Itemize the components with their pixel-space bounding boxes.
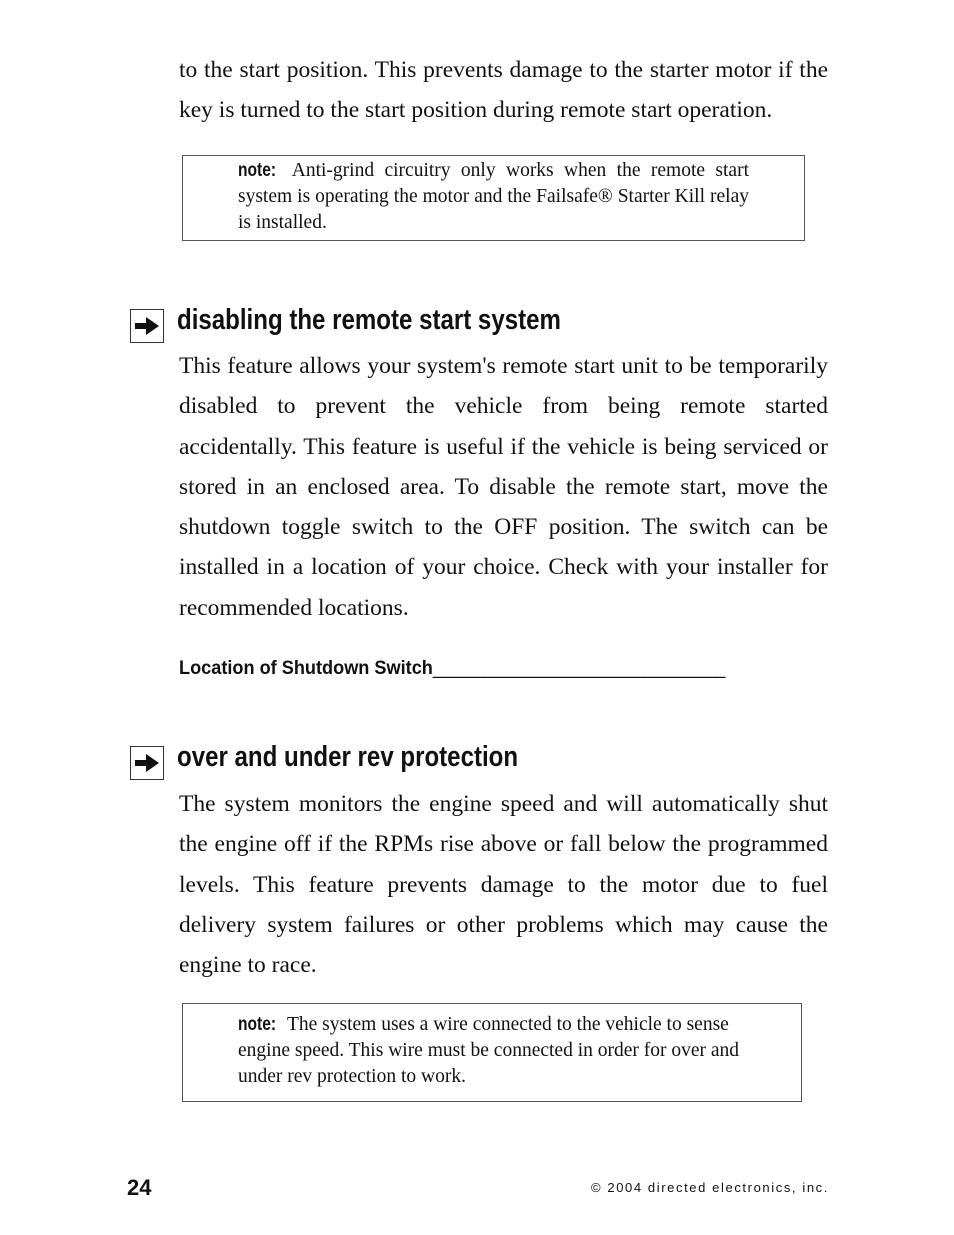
section-marker: [130, 746, 164, 780]
page-number: 24: [127, 1175, 152, 1200]
section-marker: [130, 309, 164, 343]
note-text: The system uses a wire connected to the vehicle to sense engine speed. This wire must be connected in order for over and under rev protection to work.: [238, 1014, 740, 1087]
note-text: Anti-grind circuitry only works when the remote start system is operating the motor and the Failsafe® Starter Kill relay is installed.: [238, 160, 749, 233]
note-label: note:: [238, 1014, 277, 1035]
right-arrow-icon: [134, 316, 160, 336]
section-body: This feature allows your system's remote start unit to be temporarily disabled to prevent the vehicle from being remote started accidentally. This feature is useful if the vehicle is being serviced or stored in an enclosed area. To disable the remote start, move the shutdown toggle switch to the OFF position. The switch can be installed in a location of your choice. Check with your installer for recommended locations.: [179, 353, 828, 621]
field-blank-line: _____________________________: [432, 657, 726, 679]
note-content: [238, 158, 749, 236]
section-body: The system monitors the engine speed and will automatically shut the engine off if the RPMs rise above or fall below the programmed levels. This feature prevents damage to the motor due to fuel delivery system failures or other problems which may cause the engine to race.: [179, 791, 828, 979]
field-label: Location of Shutdown Switch: [179, 657, 433, 679]
right-arrow-icon: [134, 753, 160, 773]
section-heading: over and under rev protection: [177, 741, 519, 773]
note-box: [182, 1003, 802, 1102]
note-box: [182, 155, 805, 241]
section-heading: disabling the remote start system: [177, 304, 561, 336]
shutdown-switch-field: [179, 657, 725, 680]
copyright: © 2004 directed electronics, inc.: [591, 1180, 829, 1195]
intro-paragraph: to the start position. This prevents damage to the starter motor if the key is turned to the start position during remote start operation.: [179, 57, 828, 124]
note-label: note:: [238, 160, 277, 181]
note-content: [238, 1012, 747, 1090]
